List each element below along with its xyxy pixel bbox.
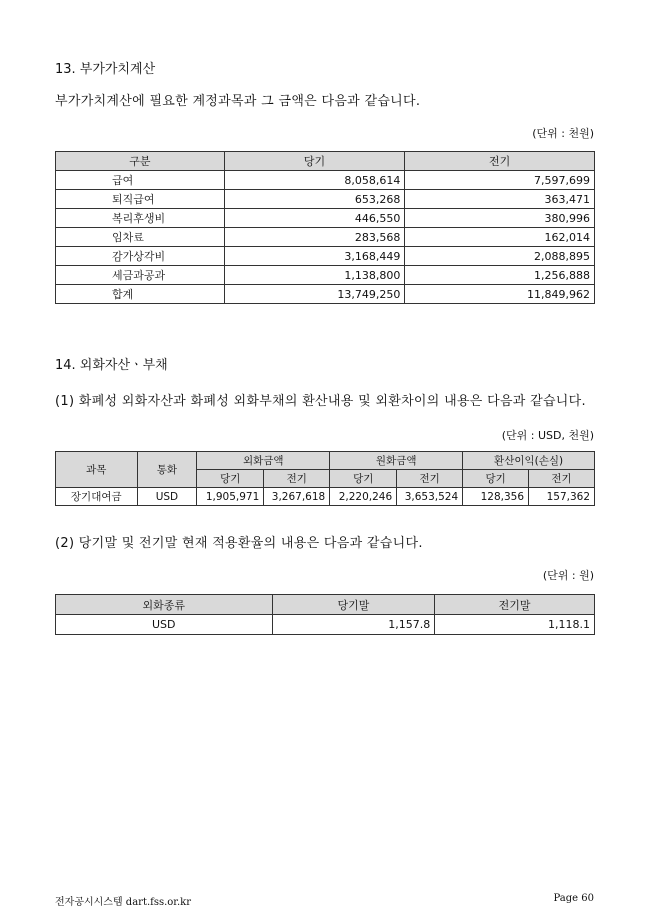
- row-label: 급여: [56, 171, 225, 190]
- footer-page-number: Page 60: [553, 893, 594, 904]
- table-row: [56, 209, 595, 228]
- row-prior: 11,849,962: [405, 285, 595, 304]
- table-header-row: [56, 452, 595, 470]
- section-14-heading: 14. 외화자산ㆍ부채: [55, 358, 168, 373]
- row-current: 13,749,250: [224, 285, 405, 304]
- table-row: [56, 615, 595, 635]
- subheader-current: 당기: [330, 470, 397, 488]
- row-prior: 363,471: [405, 190, 595, 209]
- row-label: 임차료: [56, 228, 225, 247]
- table-header-row: [56, 152, 595, 171]
- exchange-rate-table: [55, 594, 595, 635]
- row-account: 장기대여금: [56, 488, 138, 506]
- row-rate-current: 1,157.8: [272, 615, 435, 635]
- subheader-prior: 전기: [529, 470, 595, 488]
- row-prior: 1,256,888: [405, 266, 595, 285]
- row-current: 1,138,800: [224, 266, 405, 285]
- row-fc-current: 1,905,971: [197, 488, 264, 506]
- table-header-row: [56, 595, 595, 615]
- row-prior: 380,996: [405, 209, 595, 228]
- row-prior: 2,088,895: [405, 247, 595, 266]
- section-13-description: 부가가치계산에 필요한 계정과목과 그 금액은 다음과 같습니다.: [55, 94, 421, 109]
- row-krw-current: 2,220,246: [330, 488, 397, 506]
- table-row: [56, 171, 595, 190]
- header-current: 당기: [224, 152, 405, 171]
- section-14-unit-1: (단위 : USD, 천원): [501, 429, 594, 442]
- section-14-unit-2: (단위 : 원): [542, 569, 594, 582]
- row-current: 8,058,614: [224, 171, 405, 190]
- row-label: 퇴직급여: [56, 190, 225, 209]
- header-currency: 통화: [137, 452, 197, 488]
- row-prior: 162,014: [405, 228, 595, 247]
- row-rate-prior: 1,118.1: [435, 615, 595, 635]
- header-translation-gain: 환산이익(손실): [463, 452, 595, 470]
- table-row: [56, 247, 595, 266]
- subheader-prior: 전기: [397, 470, 463, 488]
- row-current: 3,168,449: [224, 247, 405, 266]
- row-currency: USD: [56, 615, 273, 635]
- header-krw-amount: 원화금액: [330, 452, 463, 470]
- row-current: 446,550: [224, 209, 405, 228]
- table-row: [56, 266, 595, 285]
- header-account: 과목: [56, 452, 138, 488]
- header-prior-end: 전기말: [435, 595, 595, 615]
- section-14-description-1: (1) 화폐성 외화자산과 화폐성 외화부채의 환산내용 및 외환차이의 내용은 다음과 같습니다.: [55, 394, 586, 409]
- row-label: 감가상각비: [56, 247, 225, 266]
- subheader-current: 당기: [463, 470, 529, 488]
- row-prior: 7,597,699: [405, 171, 595, 190]
- row-label: 세금과공과: [56, 266, 225, 285]
- total-row: [56, 285, 595, 304]
- value-added-table: [55, 151, 595, 304]
- header-category: 구분: [56, 152, 225, 171]
- section-13-unit: (단위 : 천원): [532, 127, 594, 140]
- table-row: [56, 190, 595, 209]
- section-13-heading: 13. 부가가치계산: [55, 62, 156, 77]
- header-currency-type: 외화종류: [56, 595, 273, 615]
- row-fc-prior: 3,267,618: [264, 488, 330, 506]
- table-row: [56, 228, 595, 247]
- header-current-end: 당기말: [272, 595, 435, 615]
- footer-site: 전자공시시스템 dart.fss.or.kr: [55, 897, 192, 908]
- row-currency: USD: [137, 488, 197, 506]
- section-14-description-2: (2) 당기말 및 전기말 현재 적용환율의 내용은 다음과 같습니다.: [55, 536, 423, 551]
- row-label: 복리후생비: [56, 209, 225, 228]
- row-krw-prior: 3,653,524: [397, 488, 463, 506]
- subheader-prior: 전기: [264, 470, 330, 488]
- row-gain-current: 128,356: [463, 488, 529, 506]
- row-label: 합계: [56, 285, 225, 304]
- row-current: 653,268: [224, 190, 405, 209]
- row-gain-prior: 157,362: [529, 488, 595, 506]
- row-current: 283,568: [224, 228, 405, 247]
- subheader-current: 당기: [197, 470, 264, 488]
- header-prior: 전기: [405, 152, 595, 171]
- table-row: [56, 488, 595, 506]
- header-fc-amount: 외화금액: [197, 452, 330, 470]
- fx-translation-table: [55, 451, 595, 506]
